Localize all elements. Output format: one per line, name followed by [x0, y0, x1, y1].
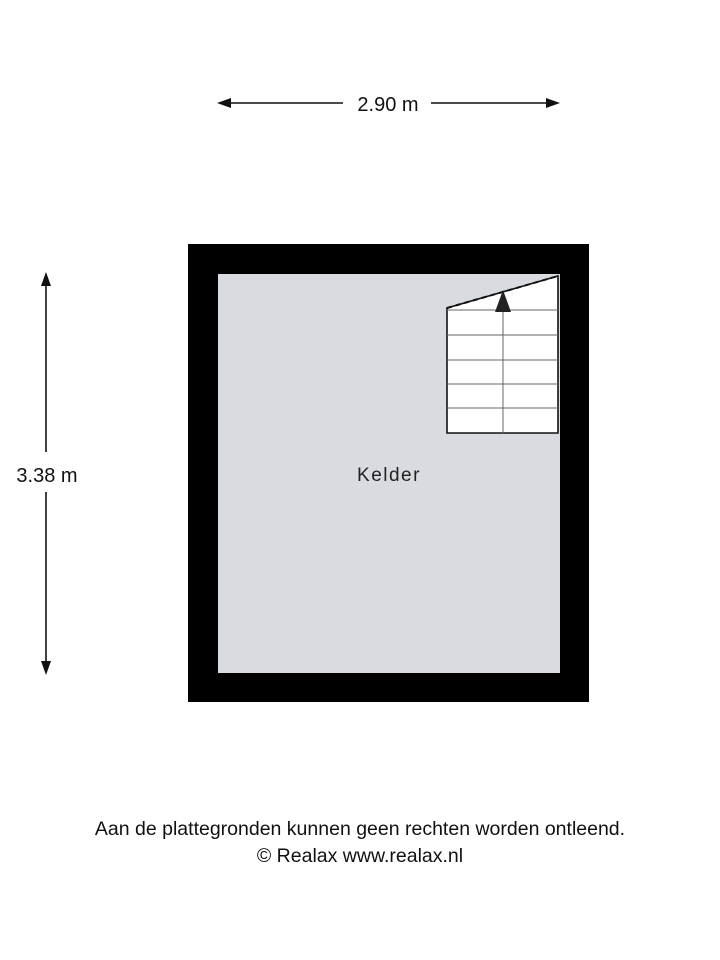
disclaimer-text: Aan de plattegronden kunnen geen rechten worden ontleend. — [94, 818, 626, 840]
height-label: 3.38 m — [16, 465, 78, 487]
height-dimension — [16, 272, 77, 675]
height-arrow-top-icon — [41, 272, 51, 286]
copyright-text: © Realax www.realax.nl — [256, 845, 464, 867]
room-label: Kelder — [357, 465, 421, 486]
width-dimension — [217, 94, 560, 116]
width-label: 2.90 m — [357, 94, 419, 116]
width-arrow-left-icon — [217, 98, 231, 108]
width-arrow-right-icon — [546, 98, 560, 108]
height-arrow-bottom-icon — [41, 661, 51, 675]
